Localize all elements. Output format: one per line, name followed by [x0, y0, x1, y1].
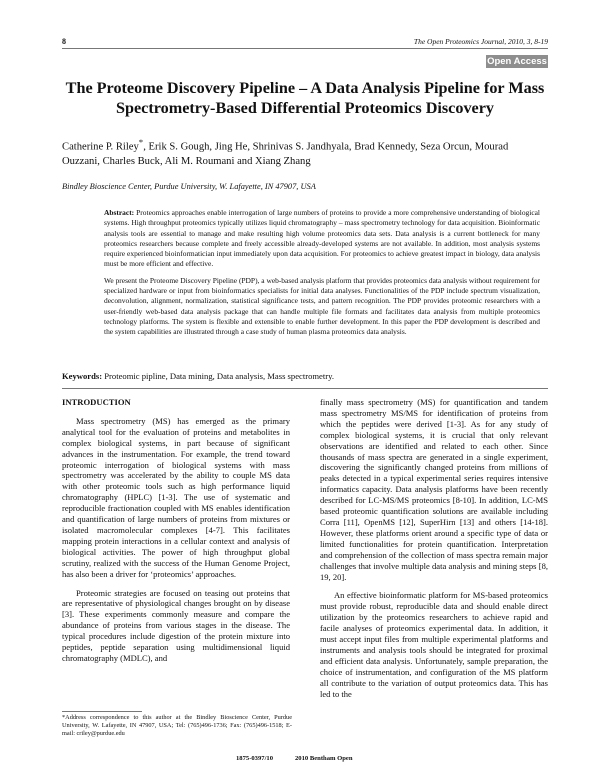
abstract-paragraph-1: [104, 208, 540, 270]
right-column: [320, 397, 548, 699]
keywords: [62, 371, 548, 381]
introduction-heading: INTRODUCTION: [62, 397, 131, 407]
keywords-label: Keywords:: [62, 371, 103, 381]
left-column: [62, 397, 290, 664]
other-authors: , Erik S. Gough, Jing He, Shrinivas S. Jandhyala, Brad Kennedy, Seza Orcun, Mourad Ouzzani, Charles Buck, Ali M. Roumani and Xiang Zhang: [62, 141, 509, 167]
paper-title: The Proteome Discovery Pipeline – A Data Analysis Pipeline for Mass Spectrometry-Based Differential Proteomics Discovery: [65, 79, 545, 117]
page-number: 8: [62, 37, 66, 46]
page-footer: [236, 755, 436, 762]
first-author: Catherine P. Riley: [62, 141, 139, 153]
abstract-text-1: Proteomics approaches enable interrogation of large numbers of proteins to provide a more comprehensive understanding of biological systems. High throughput proteomics typically utilizes liquid chromatography – mass spectrometry technology for data acquisition. Bioinformatic analysis tools are essential to manage and make resulting high volume proteomics data sets. Data analysis is a current bottleneck for many proteomics researchers because complete and freely accessible already-developed systems are not available. In addition, most analysis systems require experienced bioinformatician input immediately upon data acquisition. For proteomics to achieve greatest impact in biology, data analysis must be more efficient and effective.: [104, 208, 540, 269]
header-divider: [62, 48, 548, 49]
publisher: 2010 Bentham Open: [295, 755, 353, 762]
correspondence-footnote: *Address correspondence to this author at the Bindley Bioscience Center, Purdue University, W. Lafayette, IN 47907, USA; Tel: (765)496-1736; Fax: (765)496-1518; E-mail: criley@purdue.edu: [62, 714, 292, 737]
intro-paragraph-1: Mass spectrometry (MS) has emerged as the primary analytical tool for the evaluation of proteins and metabolites in complex biological systems, in part because of significant advances in the instrumentation. For example, the trend toward proteomic interrogation of biological systems with mass spectrometry was accelerated by the ability to couple MS data with other proteomic tools such as high performance liquid chromatography (HPLC) [1-3]. The use of systematic and reproducible fractionation coupled with MS enables identification and quantification of large numbers of proteins from mixtures or isolated macromolecular complexes [4-7]. This facilitates mapping protein interactions in a cellular context and analysis of biological activities. The power of high throughput global scrutiny, realized with the success of the Human Genome Project, has also been a driver for ‘proteomics’ approaches.: [62, 415, 290, 579]
footnote-divider: [62, 711, 142, 712]
corresponding-marker: *: [138, 137, 144, 147]
journal-volume: , 2010, 3, 8-19: [504, 37, 548, 46]
abstract-label: Abstract:: [104, 208, 135, 217]
keywords-text: Proteomic pipline, Data mining, Data analysis, Mass spectrometry.: [102, 371, 335, 381]
abstract: [104, 208, 540, 344]
author-list: [62, 135, 548, 169]
open-access-badge: Open Access: [487, 56, 547, 67]
affiliation: Bindley Bioscience Center, Purdue University, W. Lafayette, IN 47907, USA: [62, 182, 316, 191]
keywords-divider: [62, 388, 548, 389]
intro-paragraph-2: Proteomic strategies are focused on teasing out proteins that are representative of physiological changes brought on by disease [3]. These experiments commonly measure and compare the abundance of proteins from various stages in the disease. The typical procedures include digestion of the protein mixture into peptides, peptide separation using multidimensional liquid chromatography (MDLC), and: [62, 587, 290, 663]
abstract-paragraph-2: We present the Proteome Discovery Pipeline (PDP), a web-based analysis platform that provides proteomics data analysis without requirement for specialized hardware or input from bioinformatics specialists for initial data analyses. Functionalities of the PDP include spectrum visualization, deconvolution, alignment, normalization, statistical significance tests, and pattern recognition. The PDP provides proteomic researchers with a user-friendly web-based data analysis package that can handle multiple file formats and facilitates data analysis from multiple proteomics technology platforms. The system is flexible and extensible to enable further development. In this paper the PDP development is described and the system capabilities are illustrated through a case study of human plasma proteomics data analysis.: [104, 275, 540, 337]
issn: 1875-0397/10: [236, 755, 273, 762]
journal-name: The Open Proteomics Journal: [413, 37, 505, 46]
intro-paragraph-3: finally mass spectrometry (MS) for quantification and tandem mass spectrometry MS/MS for identification of proteins from which the peptides were derived [1-3]. As for any study of complex biological systems, it is crucial that only relevant observations are identified and related to each other. Since thousands of mass spectra are generated in a single experiment, discovering the significantly changed proteins from millions of peaks detected in a typical experimental series requires intensive informatics capacity. Data analysis platforms have been recently described for LC-MS/MS proteomics [8-10]. In addition, LC-MS based proteomic quantification solutions are available including Corra [11], OpenMS [12], SuperHirn [13] and others [14-18]. However, these platforms orient around a specific type of data or limited functionalities for protein quantification. Interpretation and comprehension of the collection of mass spectra remain major challenges that involve multiple data analysis and mining steps [8, 19, 20].: [320, 397, 548, 582]
journal-citation: [238, 37, 548, 46]
intro-paragraph-4: An effective bioinformatic platform for MS-based proteomics must provide robust, reproducible data and should enable direct utilization by the proteomics researchers to achieve rapid and facile analyses of proteomics experimental data. In addition, it must accept input files from multiple experimental platforms and instruments and analysis tools should be integrated for proximal and efficient data analysis. Unfortunately, sample preparation, the choice of instrumentation, and configuration of the MS platform all contribute to the variation of output proteomics data. This has led to the: [320, 590, 548, 699]
